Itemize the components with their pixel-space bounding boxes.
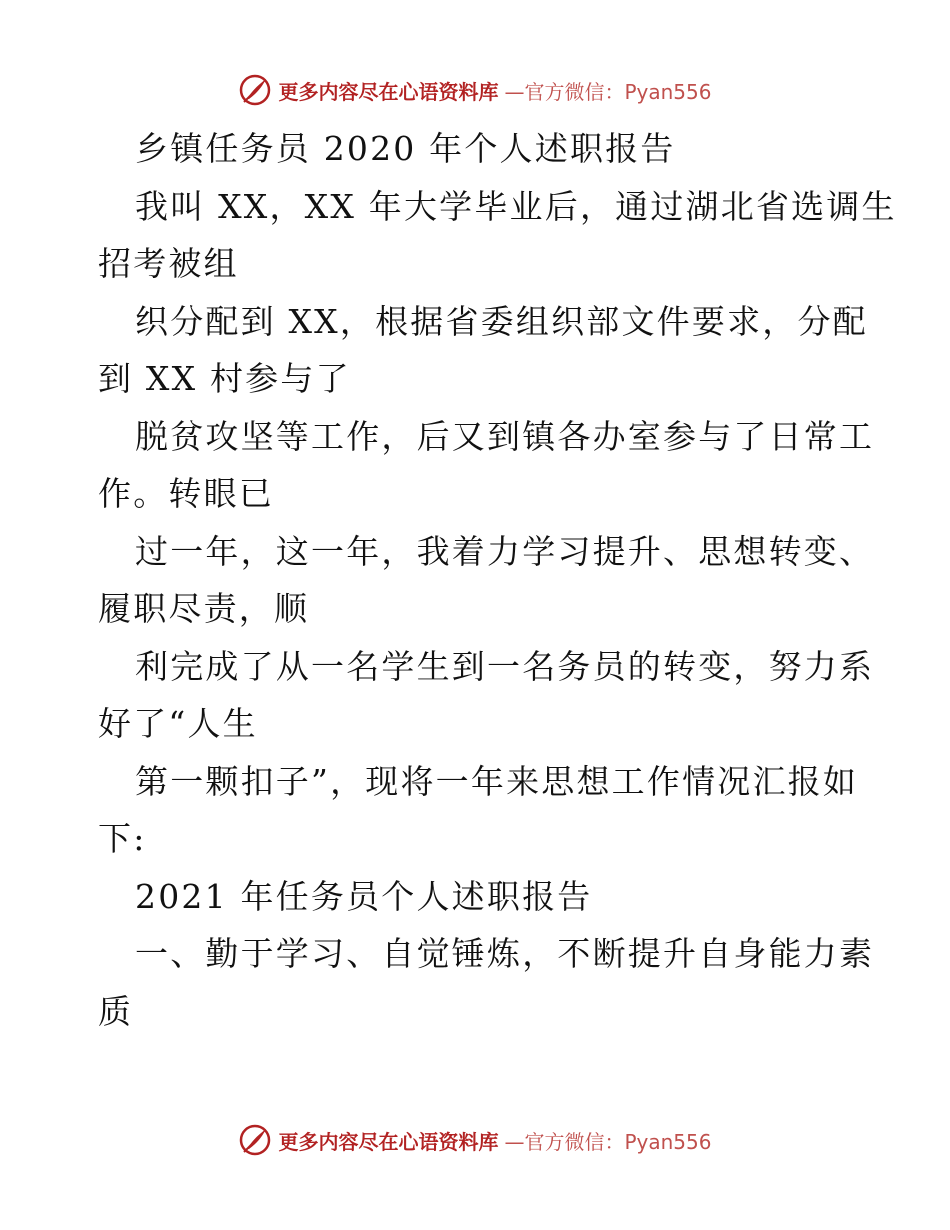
document-body: [98, 120, 897, 1040]
document-title: 乡镇任务员 2020 年个人述职报告: [135, 129, 676, 168]
text-line: 作。转眼已: [98, 474, 274, 513]
text-line: 利完成了从一名学生到一名务员的转变，努力系: [135, 646, 875, 686]
text-line: 我叫 XX，XX 年大学毕业后，通过湖北省选调生: [135, 186, 897, 226]
text-line: 好了“人生: [98, 704, 258, 743]
watermark-contact-text: —官方微信：Pyan556: [504, 79, 712, 104]
watermark-contact-text: —官方微信：Pyan556: [504, 1129, 712, 1154]
text-line: 脱贫攻坚等工作，后又到镇各办室参与了日常工: [135, 416, 875, 456]
watermark-main-text: 更多内容尽在心语资料库: [278, 79, 499, 104]
header-watermark: [0, 72, 950, 108]
text-line: 质: [98, 991, 134, 1031]
text-line: 到 XX 村参与了: [98, 359, 351, 398]
text-line: 织分配到 XX，根据省委组织部文件要求，分配: [135, 301, 868, 341]
text-line: 下:: [98, 819, 147, 858]
feather-pen-logo-icon: [238, 73, 272, 107]
section-heading: 2021 年任务员个人述职报告: [135, 876, 593, 916]
watermark-main-text: 更多内容尽在心语资料库: [278, 1129, 499, 1154]
text-line: 招考被组: [98, 244, 239, 283]
text-line: 过一年，这一年，我着力学习提升、思想转变、: [135, 531, 875, 571]
footer-watermark: [0, 1122, 950, 1158]
subsection-heading: 一、勤于学习、自觉锤炼，不断提升自身能力素: [135, 934, 875, 973]
feather-pen-logo-icon: [238, 1123, 272, 1157]
text-line: 履职尽责，顺: [98, 589, 310, 628]
text-line: 第一颗扣子”，现将一年来思想工作情况汇报如: [135, 761, 859, 801]
